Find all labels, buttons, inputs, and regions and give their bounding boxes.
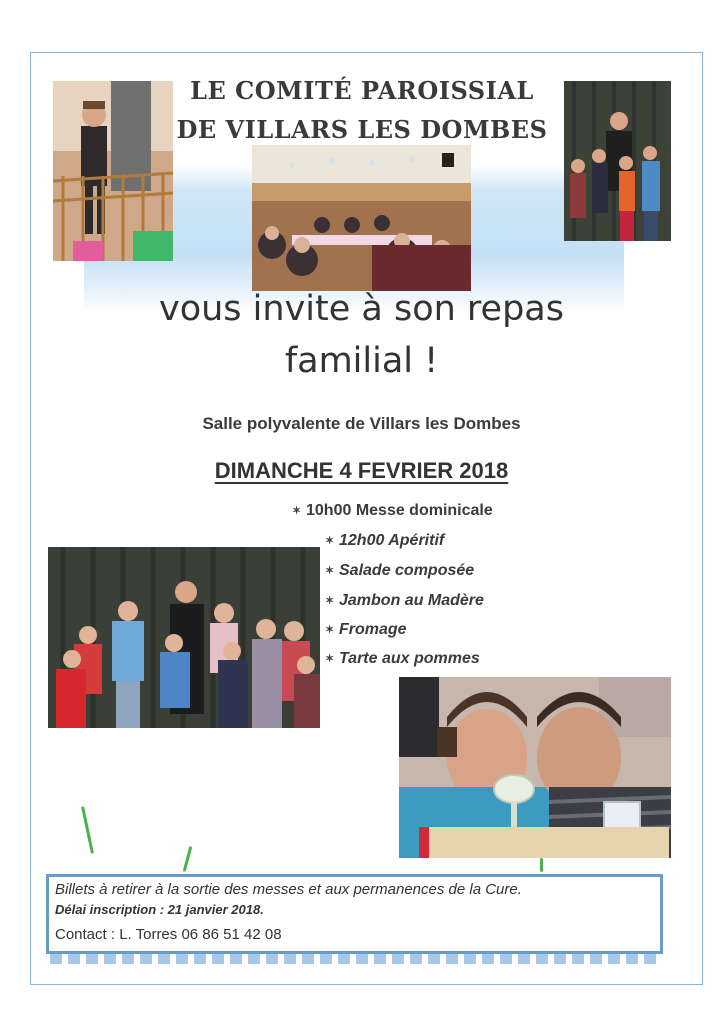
schedule-item-label: Salade composée (339, 562, 475, 579)
star-bullet-icon: ✶ (292, 505, 302, 518)
schedule-item-label: Jambon au Madère (339, 592, 484, 609)
star-bullet-icon: ✶ (325, 565, 335, 578)
menu-item-cheese (325, 621, 407, 639)
schedule-item-aperitif (325, 532, 444, 550)
photo-boy-at-fence (53, 81, 173, 261)
page-title-line-2: DE VILLARS LES DOMBES (176, 115, 548, 144)
schedule-item-label: Tarte aux pommes (339, 650, 480, 667)
schedule-item-label: 12h00 Apéritif (339, 532, 445, 549)
contact-info: Contact : L. Torres 06 86 51 42 08 (55, 926, 282, 943)
footer-dashed-border (50, 954, 662, 964)
event-date: DIMANCHE 4 FEVRIER 2018 (214, 458, 509, 483)
invitation-line-1: vous invite à son repas (159, 289, 564, 329)
grass-blade-decoration (540, 858, 543, 872)
menu-item-salad (325, 562, 474, 580)
schedule-item-label: Fromage (339, 621, 407, 638)
photo-boys-at-table (399, 677, 671, 858)
photo-priest-with-children (564, 81, 671, 241)
menu-item-apple-tart (325, 650, 480, 668)
star-bullet-icon: ✶ (325, 535, 335, 548)
menu-item-ham (325, 592, 484, 610)
photo-dining-hall (252, 145, 471, 291)
photo-children-choir (48, 547, 320, 728)
page-title-line-1: LE COMITÉ PAROISSIAL (190, 76, 534, 105)
schedule-item-mass (292, 502, 493, 520)
star-bullet-icon: ✶ (325, 653, 335, 666)
venue-text: Salle polyvalente de Villars les Dombes (202, 414, 521, 433)
star-bullet-icon: ✶ (325, 624, 335, 637)
tickets-info: Billets à retirer à la sortie des messes et aux permanences de la Cure. (55, 881, 522, 898)
star-bullet-icon: ✶ (325, 595, 335, 608)
invitation-line-2: familial ! (284, 341, 439, 381)
registration-deadline: Délai inscription : 21 janvier 2018. (55, 902, 264, 917)
schedule-item-label: 10h00 Messe dominicale (306, 502, 493, 519)
